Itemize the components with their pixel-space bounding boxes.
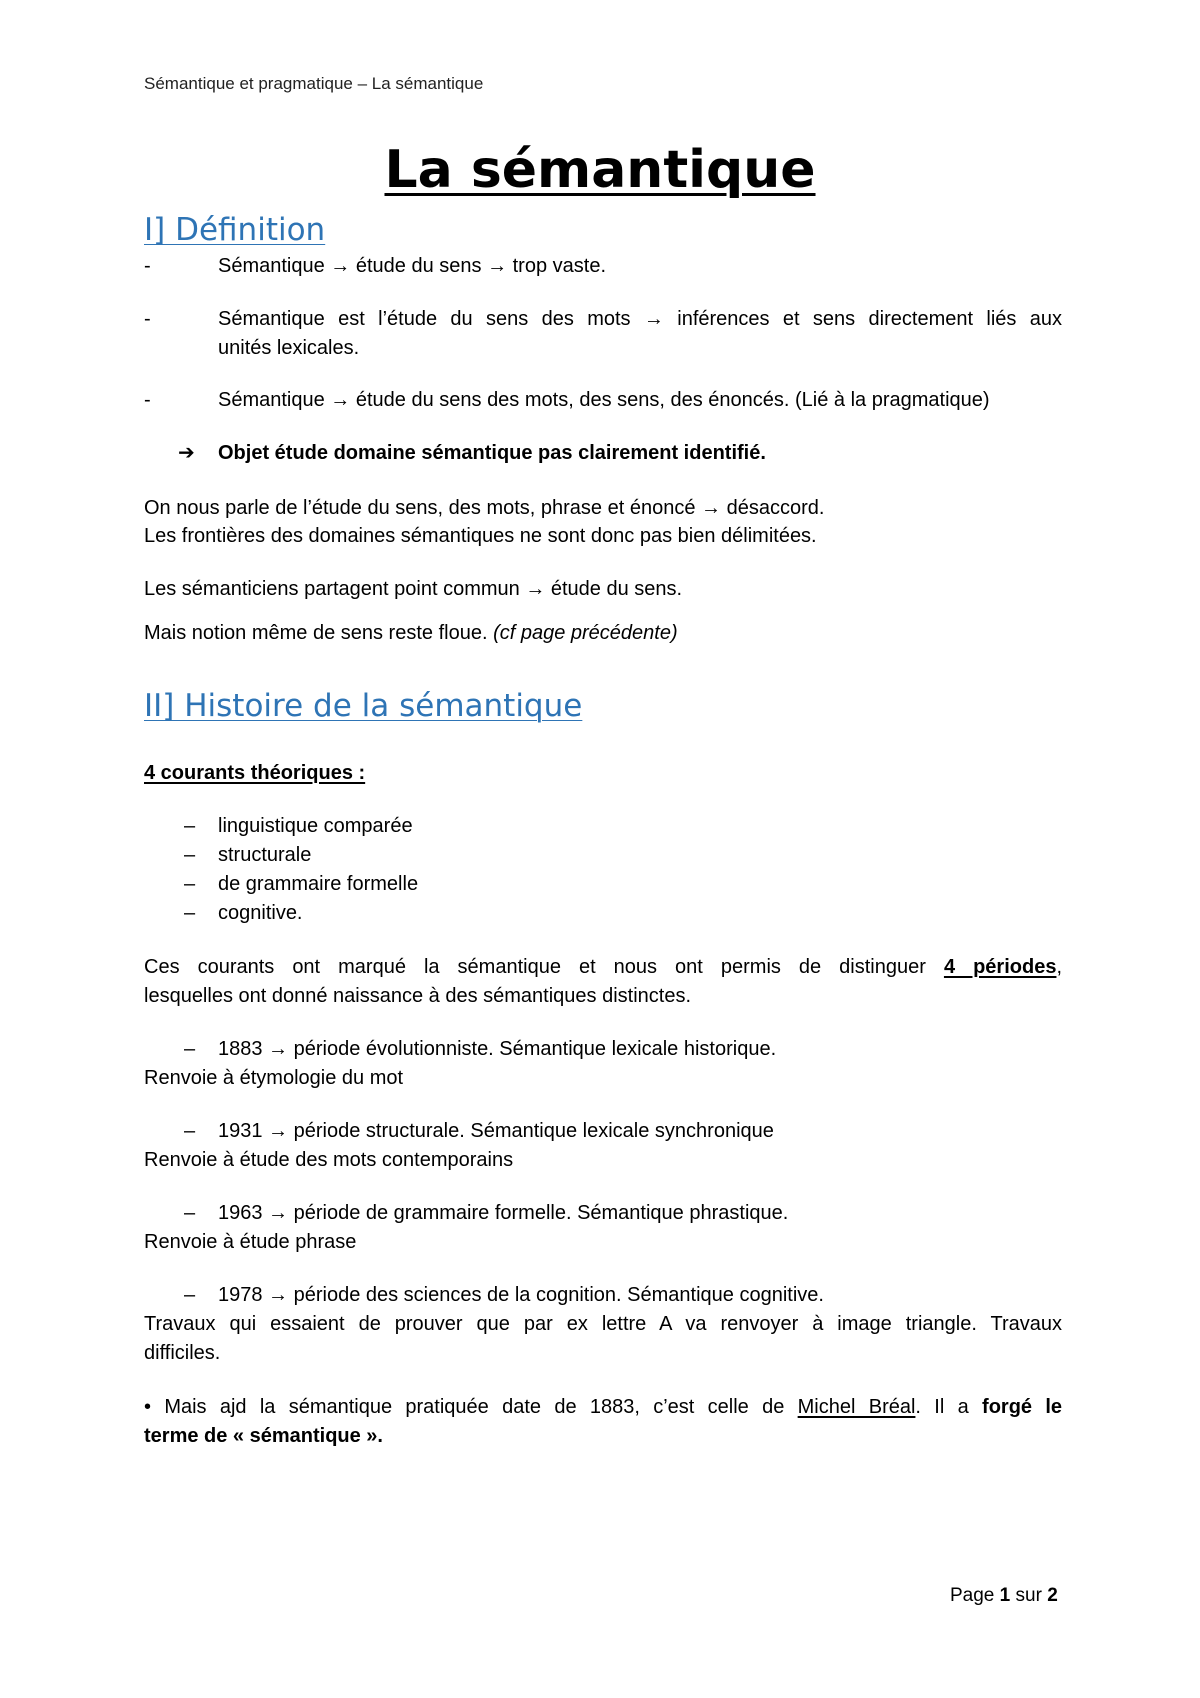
arrow-right-icon: ➔ bbox=[178, 442, 195, 464]
dash-marker: – bbox=[184, 1120, 196, 1142]
list-item: – structurale bbox=[144, 841, 1062, 870]
dash-marker: - bbox=[144, 308, 151, 330]
section-heading-histoire: II] Histoire de la sémantique bbox=[144, 688, 583, 724]
period-note: Renvoie à étude des mots contemporains bbox=[144, 1149, 514, 1171]
paragraph: Mais notion même de sens reste floue. (cf page précédente) bbox=[144, 622, 678, 644]
list-item: – cognitive. bbox=[144, 899, 1062, 928]
list-item-continuation: unités lexicales. bbox=[218, 337, 360, 359]
dash-marker: – bbox=[184, 1202, 196, 1224]
period-item: – 1931 → période structurale. Sémantique lexicale synchronique bbox=[144, 1117, 1062, 1146]
period-note: Renvoie à étymologie du mot bbox=[144, 1067, 404, 1089]
paragraph: Les sémanticiens partagent point commun → étude du sens. bbox=[144, 578, 683, 600]
period-item: – 1963 → période de grammaire formelle. Sémantique phrastique. bbox=[144, 1199, 1062, 1228]
paragraph: On nous parle de l’étude du sens, des mots, phrase et énoncé → désaccord. bbox=[144, 497, 825, 519]
period-note: Renvoie à étude phrase bbox=[144, 1231, 357, 1253]
dash-marker: – bbox=[184, 1284, 196, 1306]
period-item: – 1883 → période évolutionniste. Sémantique lexicale historique. bbox=[144, 1035, 1062, 1064]
paragraph: Ces courants ont marqué la sémantique et nous ont permis de distinguer 4 périodes, bbox=[144, 956, 1063, 978]
conclusion-line: ➔ Objet étude domaine sémantique pas clairement identifié. bbox=[178, 442, 766, 464]
dash-marker: – bbox=[184, 902, 196, 924]
dash-marker: – bbox=[184, 873, 196, 895]
period-note: Travaux qui essaient de prouver que par ex lettre A va renvoyer à image triangle. Travaux bbox=[144, 1313, 1062, 1335]
list-item: - Sémantique → étude du sens → trop vaste. bbox=[144, 252, 1062, 281]
page-title: La sémantique bbox=[384, 140, 816, 200]
subheading-currents: 4 courants théoriques : bbox=[144, 762, 366, 784]
period-note: difficiles. bbox=[144, 1342, 221, 1364]
bullet-marker: • bbox=[144, 1396, 152, 1418]
paragraph: Les frontières des domaines sémantiques ne sont donc pas bien délimitées. bbox=[144, 525, 817, 547]
paragraph: lesquelles ont donné naissance à des sémantiques distinctes. bbox=[144, 985, 692, 1007]
page-number: Page 1 sur 2 bbox=[950, 1585, 1058, 1606]
list-item: – de grammaire formelle bbox=[144, 870, 1062, 899]
final-paragraph: • Mais ajd la sémantique pratiquée date de 1883, c’est celle de Michel Bréal. Il a forgé le bbox=[144, 1396, 1063, 1418]
dash-marker: – bbox=[184, 1038, 196, 1060]
period-item: – 1978 → période des sciences de la cognition. Sémantique cognitive. bbox=[144, 1281, 1062, 1310]
list-item: - Sémantique est l’étude du sens des mots → inférences et sens directement liés aux bbox=[144, 305, 1062, 334]
running-header: Sémantique et pragmatique – La sémantique bbox=[144, 74, 484, 93]
dash-marker: – bbox=[184, 844, 196, 866]
dash-marker: - bbox=[144, 389, 151, 411]
dash-marker: - bbox=[144, 255, 151, 277]
dash-marker: – bbox=[184, 815, 196, 837]
section-heading-definition: I] Définition bbox=[144, 212, 326, 248]
final-paragraph-continuation: terme de « sémantique ». bbox=[144, 1425, 383, 1447]
list-item: - Sémantique → étude du sens des mots, des sens, des énoncés. (Lié à la pragmatique) bbox=[144, 386, 1062, 415]
list-item: – linguistique comparée bbox=[144, 812, 1062, 841]
